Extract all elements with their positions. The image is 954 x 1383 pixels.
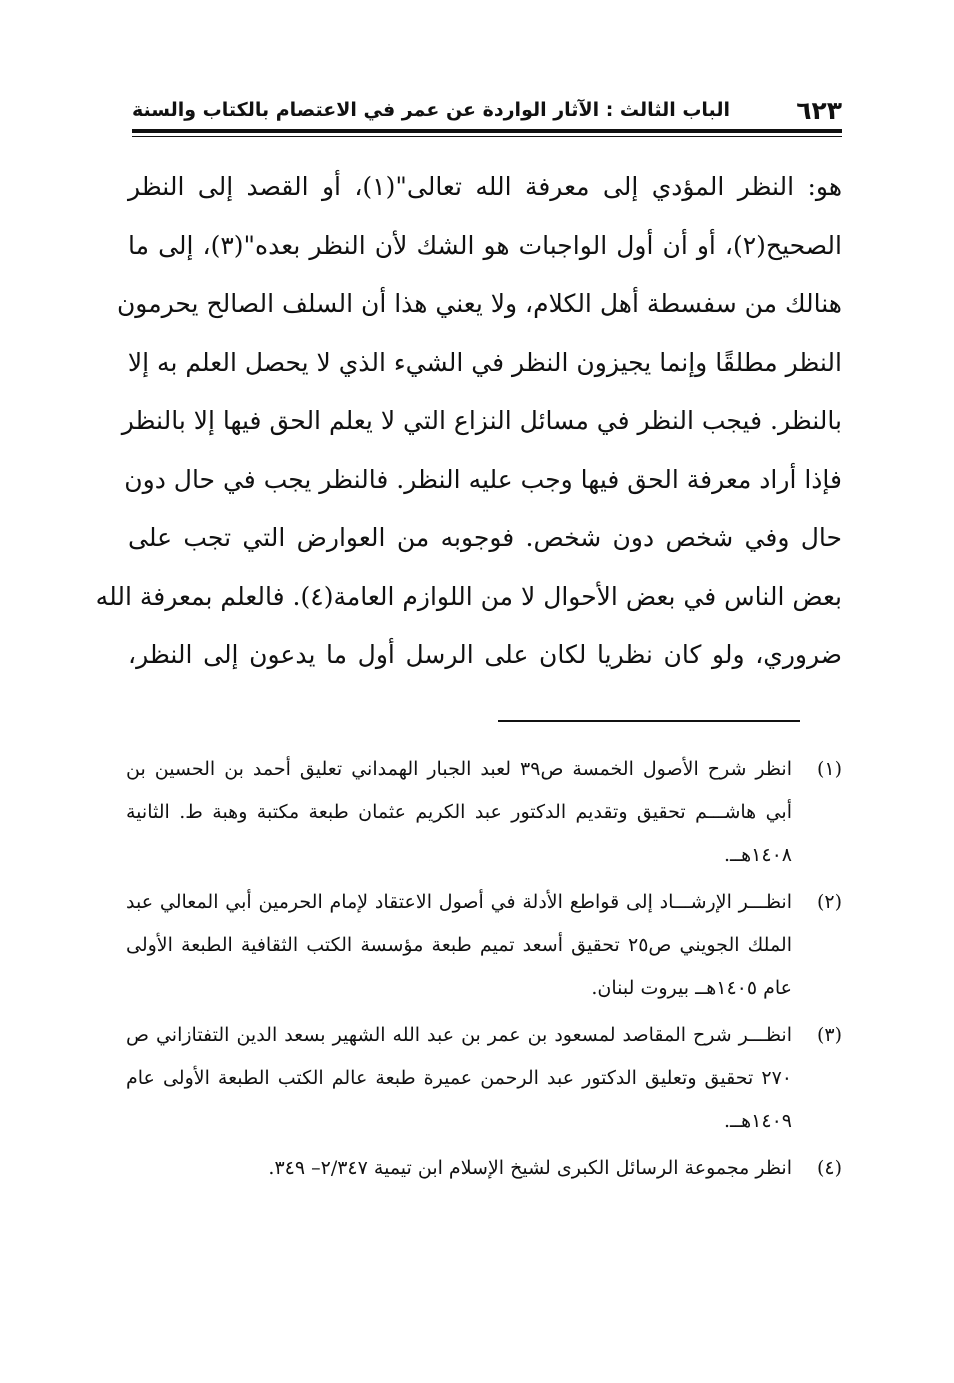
footnote-text [126, 881, 792, 1010]
footnote-line: انظـــر الإرشـــاد إلى قواطع الأدلة في أصول الاعتقاد لإمام الحرمين أبي المعالي عبد [126, 891, 792, 913]
footnote-number: (٣) [816, 1024, 842, 1046]
footnote-2 [126, 881, 842, 1010]
footnote-line: أبي هاشـــم تحقيق وتقديم الدكتور عبد الكريم عثمان طبعة مكتبة وهبة ط. الثانية [126, 801, 792, 823]
header-rule [132, 129, 842, 133]
footnote-line: انظـــر شرح المقاصد لمسعود بن عمر بن عبد الله الشهير بسعد الدين التفتازاني ص [126, 1024, 792, 1046]
footnote-line: ١٤٠٨هــ. [723, 844, 792, 866]
footnote-line: ٢٧٠ تحقيق وتعليق الدكتور عبد الرحمن عميرة طبعة عالم الكتب الطبعة الأولى عام [126, 1067, 792, 1089]
footnote-4 [126, 1147, 842, 1190]
footnote-1 [126, 748, 842, 877]
footnote-number: (٢) [816, 891, 842, 913]
footnote-3 [126, 1014, 842, 1143]
running-head: الباب الثالث : الآثار الواردة عن عمر في الاعتصام بالكتاب والسنة [132, 99, 730, 121]
page-header [132, 92, 842, 128]
footnotes [126, 748, 842, 1194]
footnote-line: انظر شرح الأصول الخمسة ص٣٩ لعبد الجبار الهمداني تعليق أحمد بن الحسين بن [126, 758, 792, 780]
text-line: هنالك من سفسطة أهل الكلام، ولا يعني هذا أن السلف الصالح يحرمون [116, 289, 842, 318]
main-text [95, 158, 843, 685]
footnote-line: انظر مجموعة الرسائل الكبرى لشيخ الإسلام ابن تيمية ٢/٣٤٧– ٣٤٩. [268, 1157, 792, 1179]
footnote-line: عام ١٤٠٥هــ بيروت لبنان. [591, 977, 792, 999]
footnote-number: (١) [816, 758, 842, 780]
text-line: فإذا أراد معرفة الحق فيها وجب عليه النظر. فالنظر يجب في حال دون [124, 464, 842, 494]
footnote-number: (٤) [816, 1157, 842, 1179]
footnote-line: الملك الجويني ص٢٥ تحقيق أسعد تميم طبعة مؤسسة الكتب الثقافية الطبعة الأولى [126, 934, 792, 956]
text-line: بعض الناس في بعض الأحوال لا من اللوازم العامة(٤). فالعلم بمعرفة الله [95, 581, 842, 611]
text-line: بالنظر. فيجب النظر في مسائل النزاع التي لا يعلم الحق فيها إلا بالنظر [121, 406, 842, 435]
page-number: ٦٢٣ [796, 95, 842, 125]
footnote-text [126, 1147, 792, 1190]
text-line: الصحيح(٢)، أو أن أول الواجبات هو الشك لأن النظر بعده"(٣)، إلى ما [128, 230, 842, 260]
text-line: هو: النظر المؤدي إلى معرفة الله تعالى"(١)، أو القصد إلى النظر [128, 172, 843, 201]
footnote-text [126, 748, 792, 877]
header-rule-thin [132, 136, 842, 137]
footnote-line: ١٤٠٩هــ. [723, 1110, 792, 1132]
text-line: حال وفي شخص دون شخص. فوجوبه من العوارض التي تجب على [128, 523, 842, 552]
footnote-separator [498, 720, 800, 722]
footnote-text [126, 1014, 792, 1143]
text-line: ضروري، ولو كان نظريا لكان على الرسل أول ما يدعون إلى النظر، [128, 640, 842, 669]
text-line: النظر مطلقًا وإنما يجيزون النظر في الشيء الذي لا يحصل العلم به إلا [127, 347, 842, 377]
